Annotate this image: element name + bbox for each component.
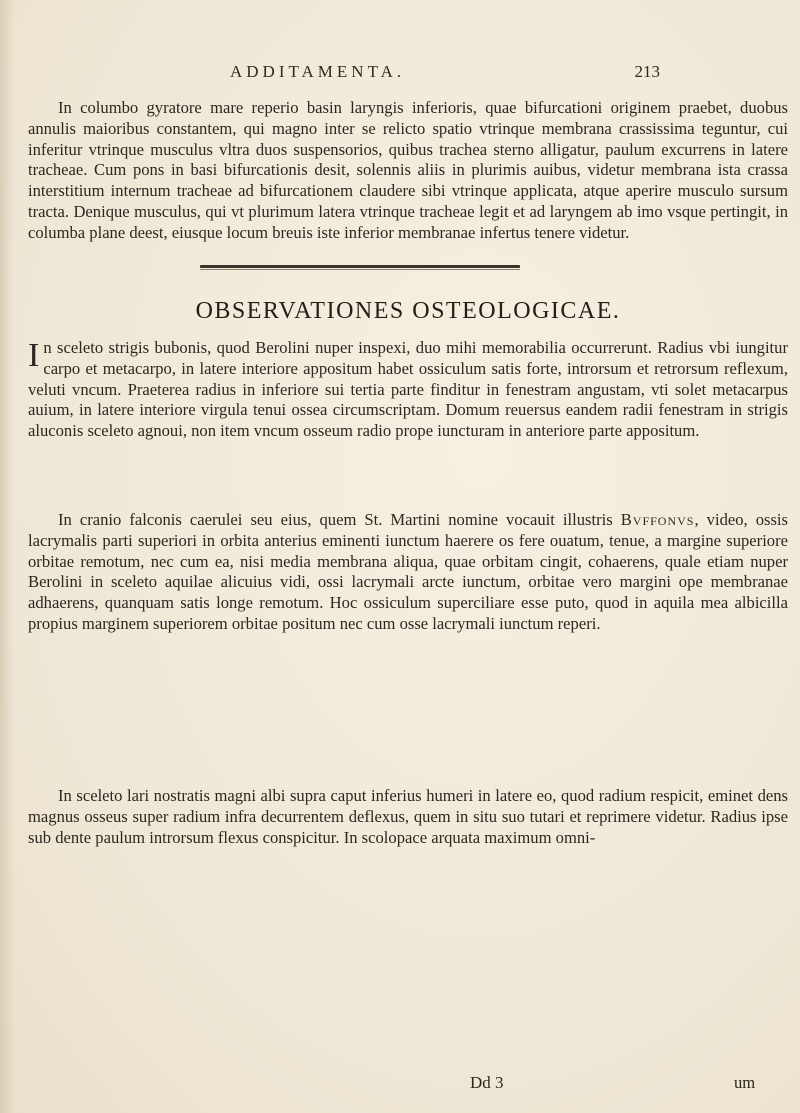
page-header [200,62,660,90]
paragraph-larus: In sceleto lari nostratis magni albi supra caput inferius humeri in latere eo, quod radium respicit, eminet dens magnus osseus super radium infra decurrentem deflexus, quem in situ suo tutari et reprimere videtur. Radius ipse sub dente paulum introrsum flexus conspicitur. In scolopace arquata maximum omni- [28,786,788,847]
paragraph-columba: In columbo gyratore mare reperio basin laryngis inferioris, quae bifurcationi originem praebet, duobus annulis maioribus constantem, qui magno inter se relicto spatio vtrinque membrana crassissima teguntur, cui inferitur vtrinque musculus vltra duos suspensorios, quibus trachea sterno alligatur, paulum excurrens in latere tracheae. Cum pons in basi bifurcationis desit, solennis aliis in plurimis auibus, videtur membrana ista crassa interstitium internum tracheae ad bifurcationem claudere sibi vtrinque applicata, atque aperire musculo sursum tracta. Denique musculus, qui vt plurimum latera vtrinque tracheae legit et ad laryngem ab imo vsque pertingit, in columba plane deest, eiusque locum breuis iste inferior membranae infertus tenere videtur. [28,98,788,242]
page-number: 213 [634,62,660,81]
section-divider-hairline [200,269,520,270]
paragraph-strix-bubo [28,338,788,442]
paragraph-falco-text-a: In cranio falconis caerulei seu eius, quem St. Martini nomine vocauit illustris [58,510,621,529]
paragraph-falco-caeruleus [28,510,788,635]
signature-mark: Dd 3 [470,1073,504,1092]
section-divider-rule [200,265,520,268]
paragraph-falco-text-b: , video, ossis lacrymalis parti superiori in orbita anterius eminenti iunctum haerere os fere ouatum, tenue, a margine superiore orbitae remotum, nec cum ea, nisi media membrana aliqua, quae orbitam cingit, cohaerens, quale etiam nuper Berolini in sceleto aquilae alicuius vidi, ossi lacrymali arcte iunctum, orbitae vero margini ope membranae adhaerens, quanquam satis longe remotum. Hoc ossiculum superciliare esse puto, quod in aquila mea albicilla propius marginem superiorem orbitae positum nec cum osse lacrymali iunctum reperi. [28,510,788,633]
page-gutter-shadow [0,0,14,1113]
section-heading: OBSERVATIONES OSTEOLOGICAE. [195,298,621,324]
running-title: ADDITAMENTA. [230,62,406,81]
paragraph-strix-bubo-text: n sceleto strigis bubonis, quod Berolini nuper inspexi, duo mihi memorabilia occurrerunt. Radius vbi iungitur carpo et metacarpo, in latere interiore appositum habet ossiculum satis forte, introrsum et retrorsum reflexum, veluti vncum. Praeterea radius in inferiore sui tertia parte finditur in fenestram angustam, vti solet metacarpus auium, in latere interiore virgula tenui ossea circumscriptam. Domum reuersus eandem radii fenestram in strigis aluconis sceleto agnoui, non item vncum osseum radio prope iuncturam in anteriore parte appositum. [28,338,788,441]
author-name-buffon: Bvffonvs [620,510,695,529]
catchword: um [734,1073,756,1092]
drop-initial: I [28,337,40,374]
